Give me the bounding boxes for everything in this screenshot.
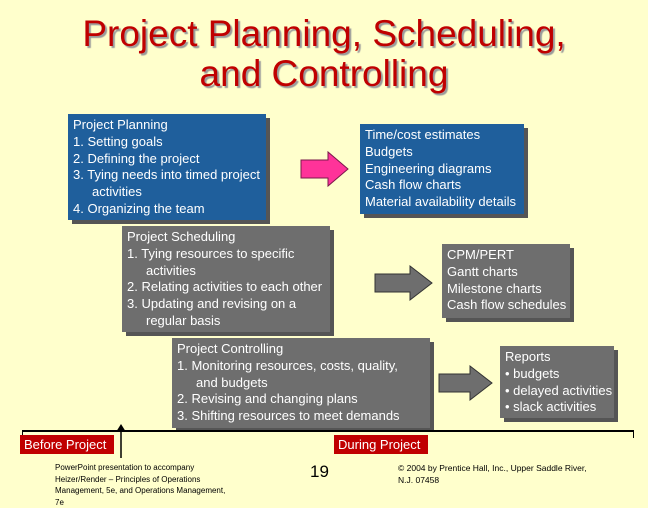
project-start-arrow [114, 424, 128, 458]
controlling-item: 1. Monitoring resources, costs, quality, [177, 358, 425, 375]
scheduling-output-item: Gantt charts [447, 264, 565, 281]
controlling-output-item: Reports [505, 349, 609, 366]
slide-title-line2: and Controlling [0, 54, 648, 94]
planning-item: 3. Tying needs into timed project [73, 167, 261, 184]
controlling-item: and budgets [177, 375, 425, 392]
during-project-label: During Project [334, 435, 428, 454]
planning-item: 1. Setting goals [73, 134, 261, 151]
scheduling-box [122, 226, 330, 332]
planning-arrow [300, 150, 350, 188]
controlling-output-item: • delayed activities [505, 383, 609, 400]
planning-output-item: Time/cost estimates [365, 127, 519, 144]
scheduling-outputs-box [442, 244, 570, 318]
planning-item: activities [73, 184, 261, 201]
controlling-output-item: • budgets [505, 366, 609, 383]
footer-citation-line: PowerPoint presentation to accompany [55, 462, 265, 474]
slide-title-line1: Project Planning, Scheduling, [0, 14, 648, 54]
planning-output-item: Engineering diagrams [365, 161, 519, 178]
footer-copyright-line: N.J. 07458 [398, 474, 638, 486]
footer-citation [55, 462, 265, 508]
footer-citation-line: 7e [55, 497, 265, 508]
planning-output-item: Budgets [365, 144, 519, 161]
planning-outputs-box [360, 124, 524, 214]
page-number: 19 [310, 462, 329, 482]
scheduling-item: regular basis [127, 313, 325, 330]
scheduling-output-item: CPM/PERT [447, 247, 565, 264]
slide-title [0, 14, 648, 94]
scheduling-item: 3. Updating and revising on a [127, 296, 325, 313]
scheduling-item: activities [127, 263, 325, 280]
scheduling-item: 1. Tying resources to specific [127, 246, 325, 263]
planning-item: 4. Organizing the team [73, 201, 261, 218]
scheduling-arrow [374, 264, 434, 302]
planning-heading: Project Planning [73, 117, 261, 134]
controlling-heading: Project Controlling [177, 341, 425, 358]
controlling-item: 3. Shifting resources to meet demands [177, 408, 425, 425]
footer-copyright-line: © 2004 by Prentice Hall, Inc., Upper Saddle River, [398, 462, 638, 474]
before-project-label: Before Project [20, 435, 114, 454]
planning-box [68, 114, 266, 220]
controlling-item: 2. Revising and changing plans [177, 391, 425, 408]
scheduling-output-item: Milestone charts [447, 281, 565, 298]
footer-citation-line: Management, 5e, and Operations Management, [55, 485, 265, 497]
controlling-outputs-box [500, 346, 614, 418]
planning-output-item: Cash flow charts [365, 177, 519, 194]
footer-copyright [398, 462, 638, 486]
timeline-tick [633, 430, 634, 438]
controlling-box [172, 338, 430, 428]
controlling-arrow [438, 364, 494, 402]
planning-output-item: Material availability details [365, 194, 519, 211]
scheduling-item: 2. Relating activities to each other [127, 279, 325, 296]
footer-citation-line: Heizer/Render – Principles of Operations [55, 474, 265, 486]
planning-item: 2. Defining the project [73, 151, 261, 168]
scheduling-heading: Project Scheduling [127, 229, 325, 246]
controlling-output-item: • slack activities [505, 399, 609, 416]
scheduling-output-item: Cash flow schedules [447, 297, 565, 314]
